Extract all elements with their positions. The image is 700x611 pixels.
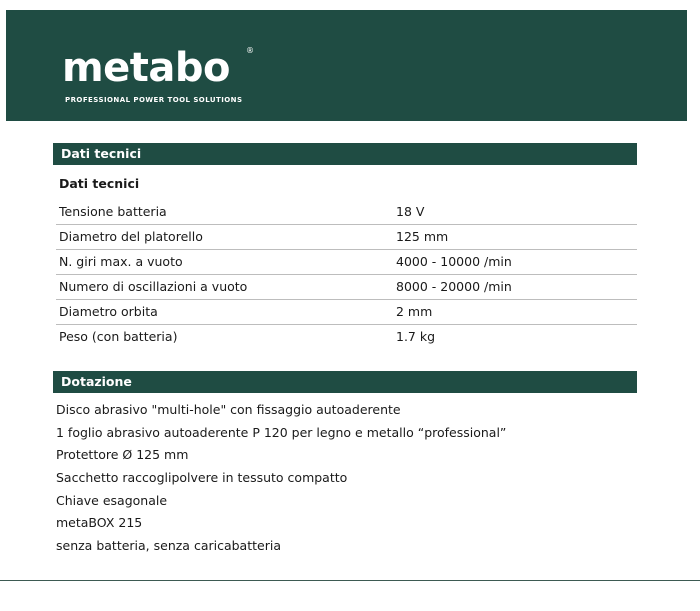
list-item: metaBOX 215 xyxy=(56,515,143,531)
spec-label: Diametro del platorello xyxy=(59,229,203,244)
table-row xyxy=(56,200,637,225)
specifications-table xyxy=(56,200,637,349)
spec-value: 125 mm xyxy=(396,229,449,244)
brand-banner xyxy=(6,10,687,121)
technical-data-section-header: Dati tecnici xyxy=(53,143,637,165)
spec-label: Diametro orbita xyxy=(59,304,158,319)
list-item: Chiave esagonale xyxy=(56,492,168,508)
table-row xyxy=(56,225,637,250)
logo-tagline: PROFESSIONAL POWER TOOL SOLUTIONS xyxy=(65,96,243,104)
spec-value: 4000 - 10000 /min xyxy=(396,254,512,269)
spec-label: Numero di oscillazioni a vuoto xyxy=(59,279,248,294)
logo-wordmark: metabo xyxy=(62,45,231,91)
list-item: Disco abrasivo "multi-hole" con fissaggio autoaderente xyxy=(56,402,401,417)
bottom-divider xyxy=(0,580,700,581)
equipment-section-header: Dotazione xyxy=(53,371,637,393)
equipment-list xyxy=(56,399,656,558)
table-row xyxy=(56,300,637,325)
spec-value: 2 mm xyxy=(396,304,433,319)
table-row xyxy=(56,250,637,275)
spec-value: 18 V xyxy=(396,204,425,219)
list-item: 1 foglio abrasivo autoaderente P 120 per legno e metallo “professional” xyxy=(56,424,507,440)
list-item: senza batteria, senza caricabatteria xyxy=(56,538,281,554)
table-row xyxy=(56,325,637,349)
list-item: Sacchetto raccoglipolvere in tessuto compatto xyxy=(56,470,348,486)
list-item: Protettore Ø 125 mm xyxy=(56,447,189,463)
spec-value: 8000 - 20000 /min xyxy=(396,279,512,294)
spec-value: 1.7 kg xyxy=(396,329,436,344)
spec-label: Peso (con batteria) xyxy=(59,329,178,344)
metabo-logo xyxy=(62,45,254,104)
spec-label: Tensione batteria xyxy=(59,204,167,219)
table-row xyxy=(56,275,637,300)
spec-label: N. giri max. a vuoto xyxy=(59,254,183,269)
registered-mark: ® xyxy=(246,46,254,55)
technical-data-subheading: Dati tecnici xyxy=(59,176,140,191)
